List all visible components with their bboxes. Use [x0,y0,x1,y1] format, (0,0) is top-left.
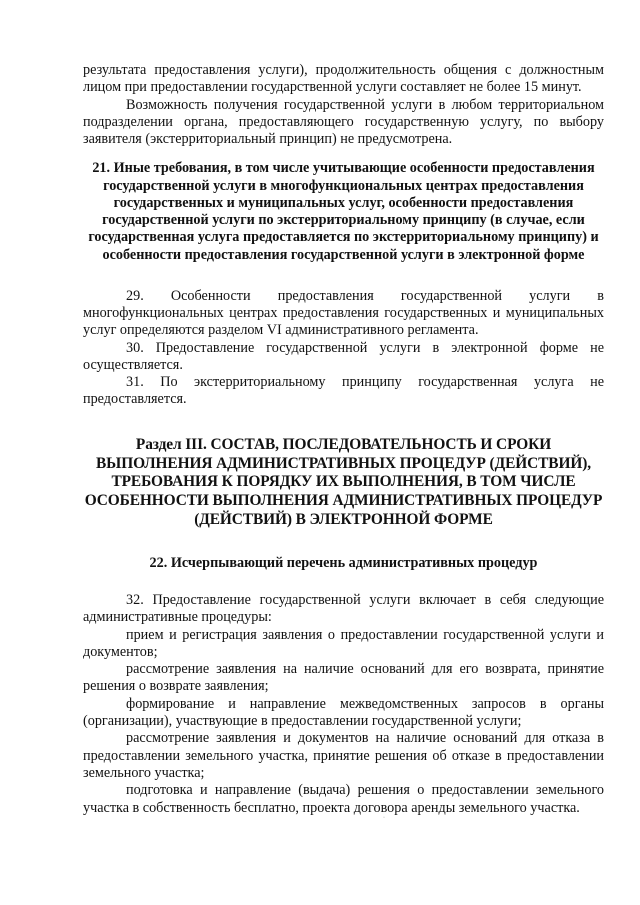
heading-section-21: 21. Иные требования, в том числе учитывающие особенности предоставления государственной услуги в многофункциональных центрах предоставления государственных и муниципальных услуг, особенности предоставления государственной услуги по экстерриториальному принципу (в случае, если государственная услуга предоставляется по экстерриториальному принципу) и особенности предоставления государственной услуги в электронной форме [88,160,599,263]
paragraph-30: 30. Предоставление государственной услуги в электронной форме не осуществляется. [83,339,604,373]
procedure-item: подготовка и направление (выдача) решения о предоставлении земельного участка в собственность бесплатно, проекта договора аренды земельного участка. [83,782,604,816]
procedure-item: рассмотрение заявления и документов на наличие оснований для отказа в предоставлении земельного участка, принятие решения об отказе в предоставлении земельного участка; [83,730,604,781]
procedure-item: прием и регистрация заявления о предоставлении государственной услуги и документов; [83,626,604,660]
procedure-item: формирование и направление межведомственных запросов в органы (организации), участвующие в предоставлении государственной услуги; [83,695,604,730]
paragraph-extraterritorial-possibility: Возможность получения государственной услуги в любом территориальном подразделении органа, предоставляющего государственную услугу, по выбору заявителя (экстерриториальный принцип) не предусмотрена. [83,96,604,148]
heading-section-22: 22. Исчерпывающий перечень административных процедур [149,554,538,571]
heading-section-iii: Раздел III. СОСТАВ, ПОСЛЕДОВАТЕЛЬНОСТЬ И СРОКИ ВЫПОЛНЕНИЯ АДМИНИСТРАТИВНЫХ ПРОЦЕДУР (ДЕЙСТВИЙ), ТРЕБОВАНИЯ К ПОРЯДКУ ИХ ВЫПОЛНЕНИЯ, В ТОМ ЧИСЛЕ ОСОБЕННОСТИ ВЫПОЛНЕНИЯ АДМИНИСТРАТИВНЫХ ПРОЦЕДУР (ДЕЙСТВИЙ) В ЭЛЕКТРОННОЙ ФОРМЕ [84,435,603,528]
paragraph-continuation: результата предоставления услуги), продолжительность общения с должностным лицом при предоставлении государственной услуги составляет не более 15 минут. [83,62,604,96]
paragraph-31: 31. По экстерриториальному принципу государственная услуга не предоставляется. [83,374,604,408]
procedure-item: рассмотрение заявления на наличие оснований для его возврата, принятие решения о возврате заявления; [83,661,604,695]
scan-speck: · [383,815,385,821]
paragraph-32: 32. Предоставление государственной услуги включает в себя следующие административные процедуры: [83,591,604,626]
paragraph-29: 29. Особенности предоставления государственной услуги в многофункциональных центрах предоставления государственных и муниципальных услуг определяются разделом VI административного регламента. [83,287,604,339]
